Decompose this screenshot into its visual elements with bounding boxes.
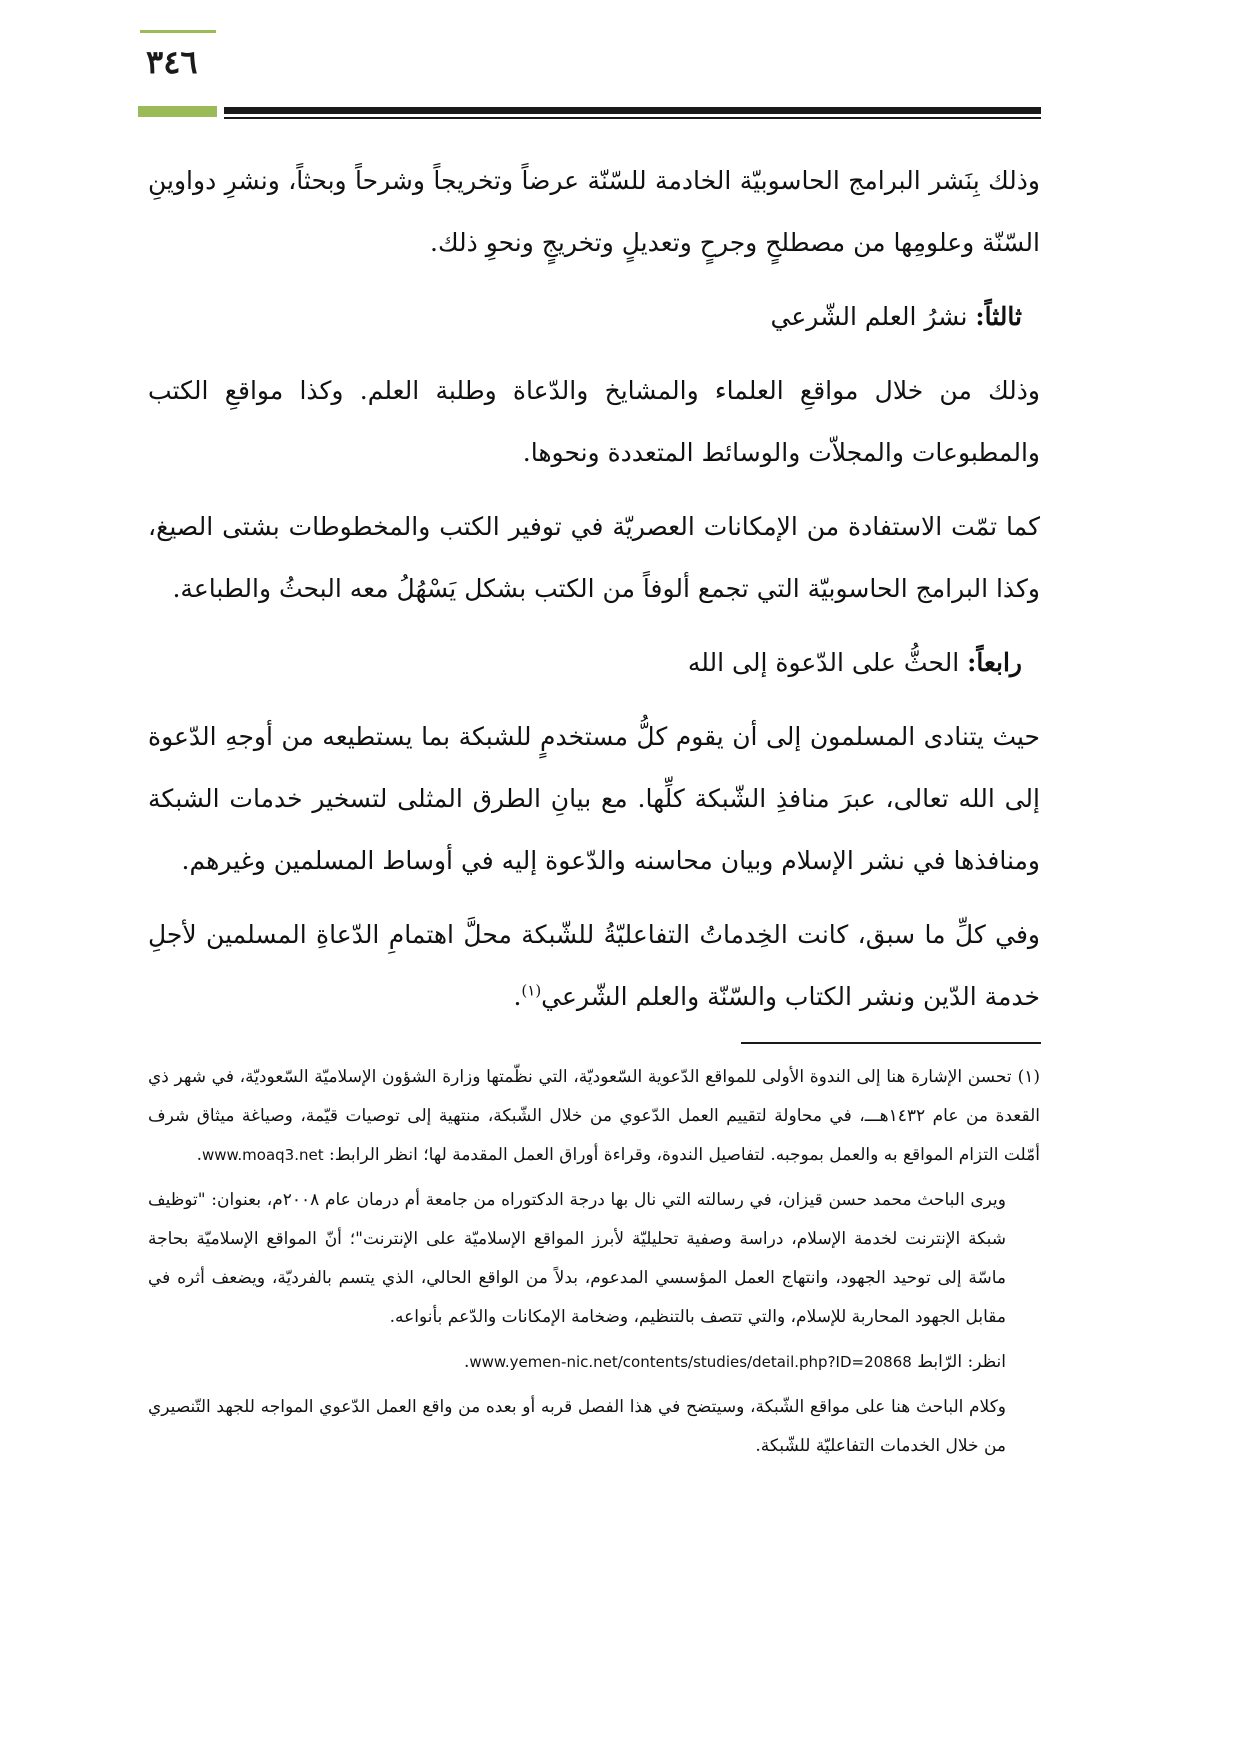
footnote-reference-1[interactable]: (١) [521,981,542,1000]
footnote-1: (١)تحسن الإشارة هنا إلى الندوة الأولى للمواقع الدّعوية السّعوديّة، التي نظّمتها وزارة الشؤون الإسلاميّة السّعوديّة، في شهر ذي القعدة من عام ١٤٣٢هـــ، في محاولة لتقييم العمل الدّعوي من خلال الشّبكة، منتهية إلى توصيات قيّمة، وصياغة ميثاق شرف أمّلت التزام المواقع به والعمل بموجبه. لتفاصيل الندوة، وقراءة أوراق العمل المقدمة لها؛ انظر الرابط: www.moaq3.net. [148,1067,1040,1165]
header-rule-thick [224,107,1041,114]
paragraph-sunnah-software: وذلك بِنَشر البرامج الحاسوبيّة الخادمة للسّنّة عرضاً وتخريجاً وشرحاً وبحثاً، ونشرِ دواوينِ السّنّة وعلومِها من مصطلحٍ وجرحٍ وتعديلٍ وتخريجٍ ونحوِ ذلك. [148,166,1040,257]
heading-fourth-text: الحثُّ على الدّعوة إلى الله [687,648,960,677]
paragraph-end-period: . [513,982,522,1011]
paragraph-scholar-sites: وذلك من خلال مواقعِ العلماء والمشايخ والدّعاة وطلبة العلم. وكذا مواقعِ الكتب والمطبوعات والمجلاّت والوسائط المتعددة ونحوها. [148,376,1040,467]
footnote-2: ويرى الباحث محمد حسن قيزان، في رسالته التي نال بها درجة الدكتوراه من جامعة أم درمان عام ٢٠٠٨م، بعنوان: "توظيف شبكة الإنترنت لخدمة الإسلام، دراسة وصفية تحليليّة لأبرز المواقع الإسلاميّة على الإنترنت"؛ أنّ المواقع الإسلاميّة بحاجة ماسّة إلى توحيد الجهود، وانتهاج العمل المؤسسي المدعوم، بدلاً من الواقع الحالي، الذي يتسم بالفرديّة، ويضعف أثره في مقابل الجهود المحاربة للإسلام، والتي تتصف بالتنظيم، وضخامة الإمكانات والدّعم بأنواعه. [148,1190,1006,1327]
header-rule-thin [224,117,1041,119]
body-text [148,150,1040,1040]
footnote-1-mark: (١) [1017,1067,1040,1087]
heading-third-label: ثالثاً: [975,302,1022,331]
footnotes [148,1058,1040,1472]
paragraph-books-digital: كما تمّت الاستفادة من الإمكانات العصريّة في توفير الكتب والمخطوطات بشتى الصيغ، وكذا البرامج الحاسوبيّة التي تجمع ألوفاً من الكتب بشكل يَسْهُلُ معه البحثُ والطباعة. [148,512,1040,603]
footnote-3: انظر: الرّابط www.yemen-nic.net/contents/studies/detail.php?ID=20868. [463,1352,1006,1372]
page-number: ٣٤٦ [146,43,198,81]
footnote-1-link[interactable]: www.moaq3.net [201,1146,324,1164]
footnote-separator [741,1042,1041,1044]
heading-fourth [148,632,1040,694]
footnote-1-text: تحسن الإشارة هنا إلى الندوة الأولى للمواقع الدّعوية السّعوديّة، التي نظّمتها وزارة الشؤون الإسلاميّة السّعوديّة، في شهر ذي القعدة من عام ١٤٣٢هـــ، في محاولة لتقييم العمل الدّعوي من خلال الشّبكة، منتهية إلى توصيات قيّمة، وصياغة ميثاق شرف أمّلت التزام المواقع به والعمل بموجبه. لتفاصيل الندوة، وقراءة أوراق العمل المقدمة لها؛ انظر الرابط: [148,1067,1040,1165]
heading-third [148,286,1040,348]
footnote-4: وكلام الباحث هنا على مواقع الشّبكة، وسيتضح في هذا الفصل قربه أو بعده من واقع العمل الدّعوي المواجه للجهد التّنصيري من خلال الخدمات التفاعليّة للشّبكة. [148,1397,1006,1456]
footnote-3-label: انظر: الرّابط [917,1352,1006,1372]
footnote-3-link[interactable]: www.yemen-nic.net/contents/studies/detail.php?ID=20868 [469,1353,912,1371]
header-green-block [138,106,217,117]
heading-third-text: نشرُ العلم الشّرعي [770,302,968,331]
header-green-accent-line [140,30,216,33]
heading-fourth-label: رابعاً: [967,648,1022,677]
paragraph-dawah-call: حيث يتنادى المسلمون إلى أن يقوم كلُّ مستخدمٍ للشبكة بما يستطيعه من أوجهِ الدّعوة إلى الله تعالى، عبرَ منافذِ الشّبكة كلِّها. مع بيانِ الطرق المثلى لتسخير خدمات الشبكة ومنافذها في نشر الإسلام وبيان محاسنه والدّعوة إليه في أوساط المسلمين وغيرهم. [148,722,1040,875]
paragraph-interactive-services [148,904,1040,1028]
paragraph-interactive-services-text: وفي كلِّ ما سبق، كانت الخِدماتُ التفاعليّةُ للشّبكة محلَّ اهتمامِ الدّعاةِ المسلمين لأجلِ خدمة الدّين ونشر الكتاب والسّنّة والعلم الشّرعي [148,920,1040,1011]
